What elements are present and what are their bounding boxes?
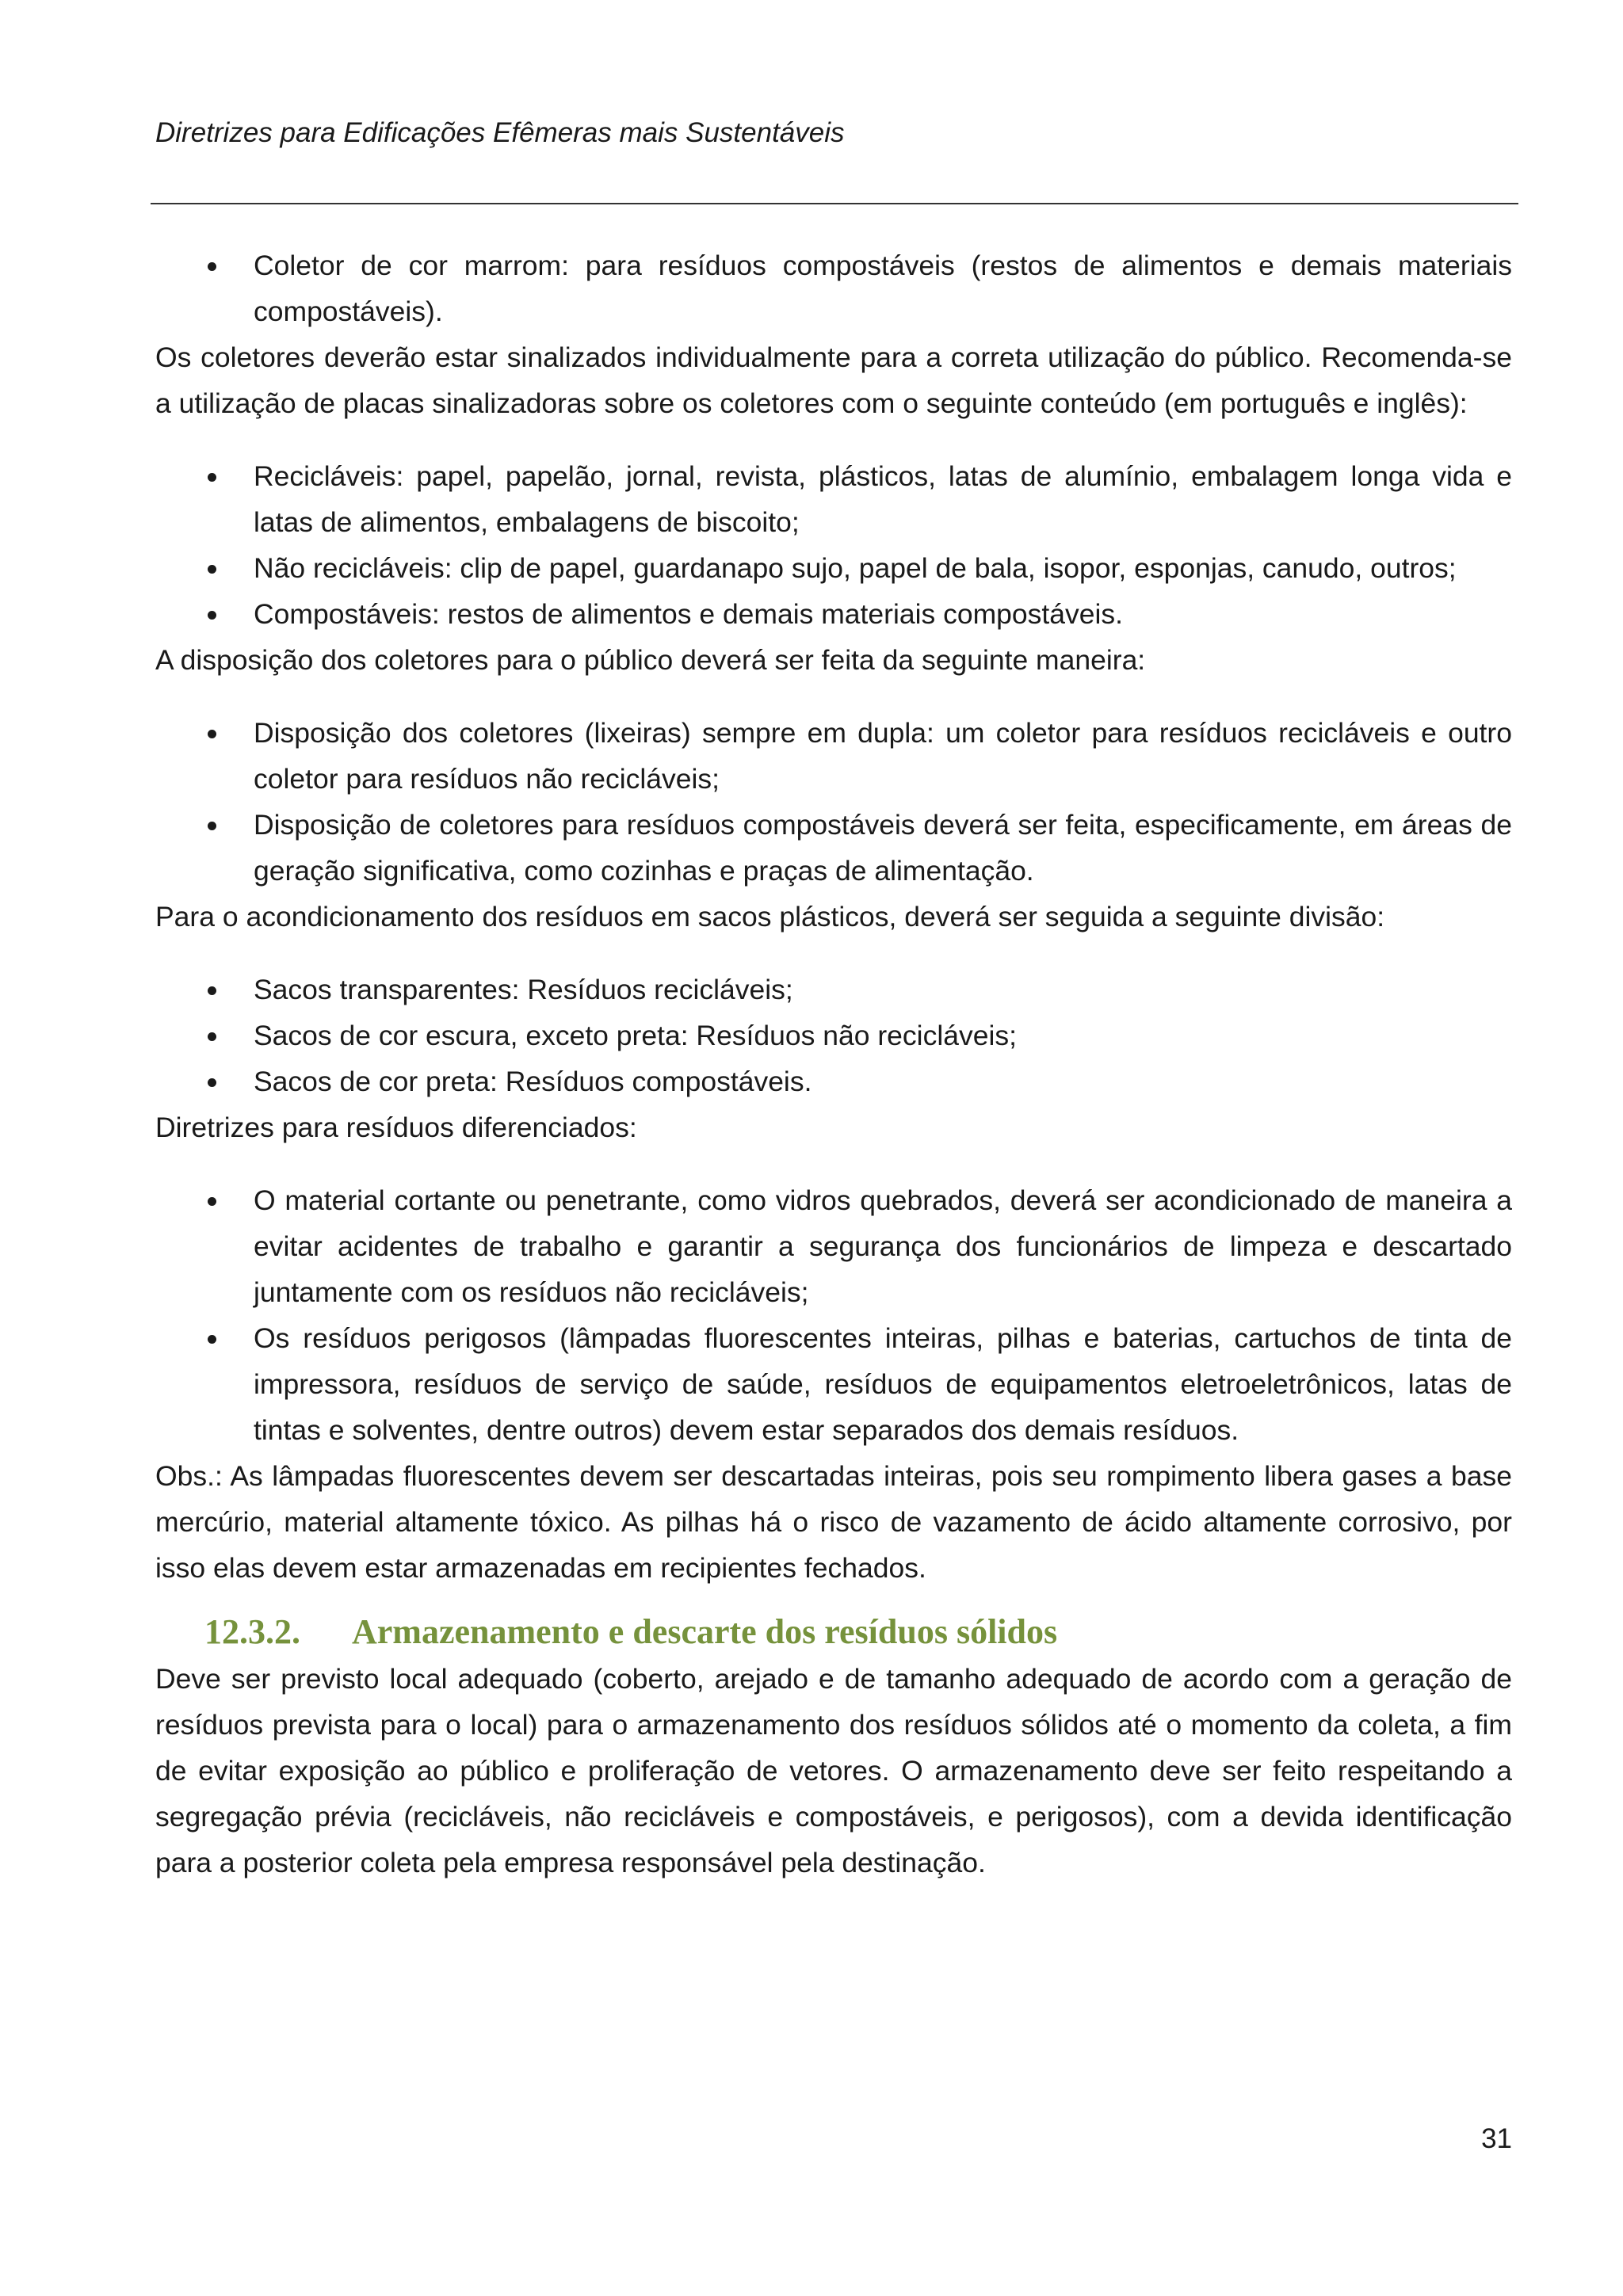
list-item-text: Os resíduos perigosos (lâmpadas fluorescentes inteiras, pilhas e baterias, cartuchos de tinta de impressora, resíduos de serviço de saúde, resíduos de equipamentos eletroeletrônicos, latas de tintas e solventes, dentre outros) devem estar separados dos demais resíduos. bbox=[254, 1322, 1512, 1446]
bullet-icon bbox=[208, 611, 216, 620]
bullet-list bbox=[155, 967, 1512, 1104]
list-item bbox=[155, 710, 1512, 802]
paragraph: A disposição dos coletores para o público deverá ser feita da seguinte maneira: bbox=[155, 644, 1146, 676]
list-item-text: Disposição dos coletores (lixeiras) sempre em dupla: um coletor para resíduos recicláveis e outro coletor para resíduos não recicláveis; bbox=[254, 717, 1512, 795]
paragraph: Diretrizes para resíduos diferenciados: bbox=[155, 1112, 637, 1143]
bullet-icon bbox=[208, 1032, 216, 1041]
observation-paragraph: Obs.: As lâmpadas fluorescentes devem ser descartadas inteiras, pois seu rompimento libera gases a base mercúrio, material altamente tóxico. As pilhas há o risco de vazamento de ácido altamente corrosivo, por isso elas devem estar armazenadas em recipientes fechados. bbox=[155, 1460, 1512, 1584]
list-item-text: Disposição de coletores para resíduos compostáveis deverá ser feita, especificamente, em áreas de geração significativa, como cozinhas e praças de alimentação. bbox=[254, 809, 1512, 887]
bullet-icon bbox=[208, 1335, 216, 1344]
paragraph: Os coletores deverão estar sinalizados individualmente para a correta utilização do público. Recomenda-se a utilização de placas sinalizadoras sobre os coletores com o seguinte conteúdo (em português e inglês): bbox=[155, 341, 1512, 419]
list-item-text: Compostáveis: restos de alimentos e demais materiais compostáveis. bbox=[254, 598, 1124, 630]
paragraph: Para o acondicionamento dos resíduos em sacos plásticos, deverá ser seguida a seguinte divisão: bbox=[155, 901, 1385, 933]
list-item bbox=[155, 545, 1512, 591]
list-item bbox=[155, 1013, 1512, 1058]
list-item bbox=[155, 242, 1512, 334]
list-item bbox=[155, 802, 1512, 894]
header-divider bbox=[151, 203, 1518, 204]
bullet-list bbox=[155, 453, 1512, 637]
bullet-list bbox=[155, 242, 1512, 334]
bullet-icon bbox=[208, 730, 216, 738]
bullet-icon bbox=[208, 822, 216, 830]
list-item-text: Recicláveis: papel, papelão, jornal, revista, plásticos, latas de alumínio, embalagem longa vida e latas de alimentos, embalagens de biscoito; bbox=[254, 460, 1512, 538]
section-number: 12.3.2. bbox=[204, 1612, 300, 1651]
list-item-text: O material cortante ou penetrante, como vidros quebrados, deverá ser acondicionado de maneira a evitar acidentes de trabalho e garantir a segurança dos funcionários de limpeza e descartado juntamente com os resíduos não recicláveis; bbox=[254, 1184, 1512, 1308]
list-item-text: Sacos de cor preta: Resíduos compostáveis. bbox=[254, 1066, 812, 1097]
list-item-text: Sacos transparentes: Resíduos recicláveis; bbox=[254, 974, 793, 1005]
list-item-text: Coletor de cor marrom: para resíduos compostáveis (restos de alimentos e demais materiais compostáveis). bbox=[254, 250, 1512, 327]
paragraph: Deve ser previsto local adequado (coberto, arejado e de tamanho adequado de acordo com a geração de resíduos prevista para o local) para o armazenamento dos resíduos sólidos até o momento da coleta, a fim de evitar exposição ao público e proliferação de vetores. O armazenamento deve ser feito respeitando a segregação prévia (recicláveis, não recicláveis e compostáveis, e perigosos), com a devida identificação para a posterior coleta pela empresa responsável pela destinação. bbox=[155, 1663, 1512, 1878]
list-item-text: Não recicláveis: clip de papel, guardanapo sujo, papel de bala, isopor, esponjas, canudo, outros; bbox=[254, 552, 1457, 584]
bullet-list bbox=[155, 710, 1512, 894]
section-title: Armazenamento e descarte dos resíduos sólidos bbox=[352, 1612, 1058, 1651]
bullet-icon bbox=[208, 565, 216, 574]
list-item bbox=[155, 1058, 1512, 1104]
bullet-icon bbox=[208, 1078, 216, 1087]
bullet-list bbox=[155, 1177, 1512, 1453]
running-header: Diretrizes para Edificações Efêmeras mais Sustentáveis bbox=[155, 117, 845, 148]
bullet-icon bbox=[208, 262, 216, 271]
bullet-icon bbox=[208, 1197, 216, 1206]
list-item bbox=[155, 1177, 1512, 1315]
list-item bbox=[155, 453, 1512, 545]
section-heading bbox=[155, 1608, 1512, 1656]
bullet-icon bbox=[208, 473, 216, 482]
list-item bbox=[155, 1315, 1512, 1453]
page-body bbox=[155, 242, 1512, 1886]
list-item-text: Sacos de cor escura, exceto preta: Resíduos não recicláveis; bbox=[254, 1020, 1017, 1051]
page-number: 31 bbox=[1481, 2123, 1512, 2154]
list-item bbox=[155, 591, 1512, 637]
list-item bbox=[155, 967, 1512, 1013]
bullet-icon bbox=[208, 986, 216, 995]
